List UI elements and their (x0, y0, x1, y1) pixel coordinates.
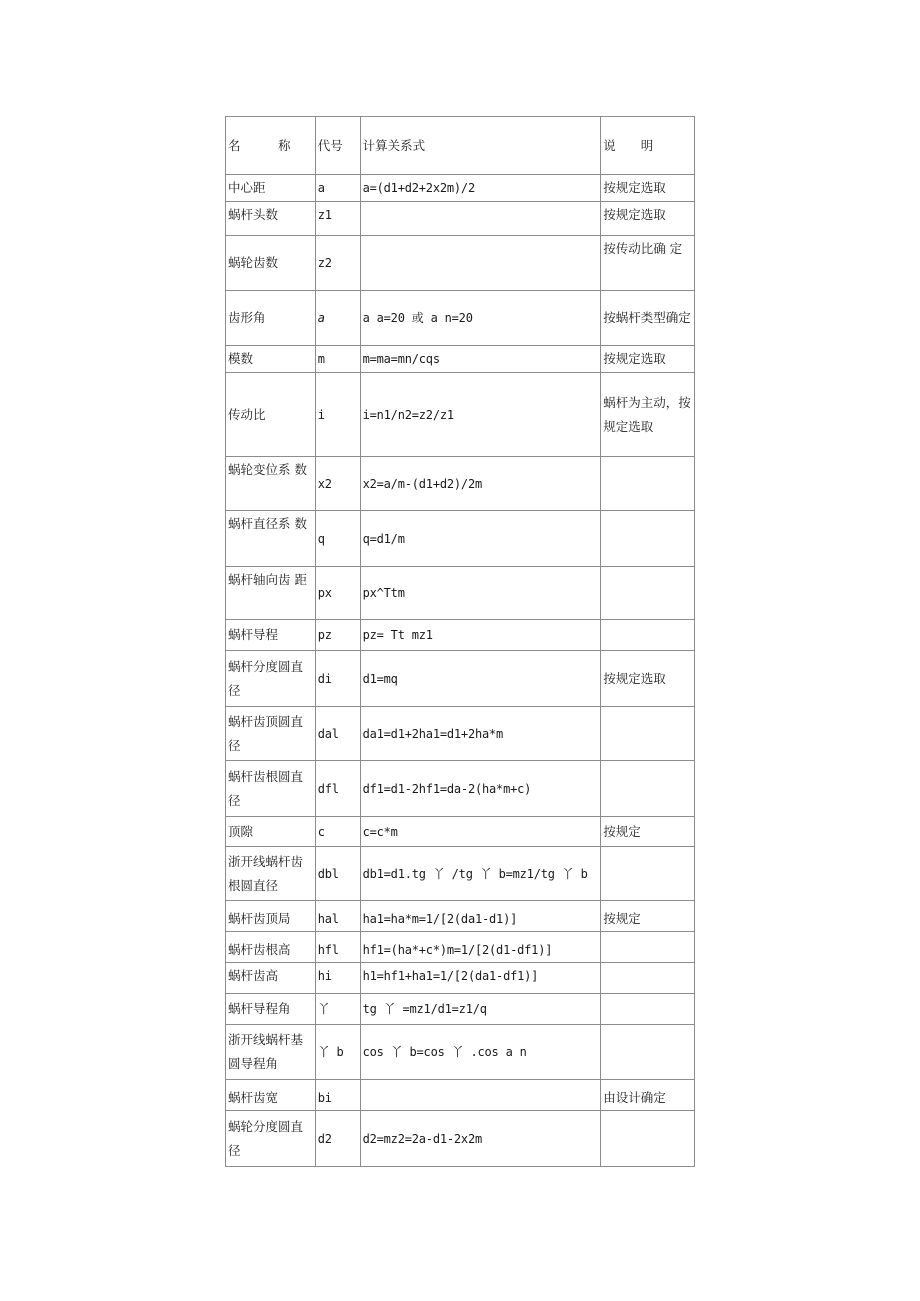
table-row (226, 291, 695, 346)
table-row (226, 932, 695, 963)
param-note (601, 620, 695, 651)
param-code: m (315, 346, 360, 373)
header-note: 说 明 (601, 117, 695, 175)
param-code: 丫 b (315, 1025, 360, 1080)
param-note: 按规定选取 (601, 651, 695, 707)
param-name: 模数 (226, 346, 316, 373)
param-formula: df1=d1-2hf1=da-2(ha*m+c) (360, 761, 601, 817)
param-note (601, 457, 695, 511)
param-formula: a a=20 或 a n=20 (360, 291, 601, 346)
param-note: 按规定选取 (601, 346, 695, 373)
table-row (226, 346, 695, 373)
param-name: 浙开线蜗杆基圆导程角 (226, 1025, 316, 1080)
table-header-row (226, 117, 695, 175)
param-note: 按传动比确 定 (601, 236, 695, 291)
table-row (226, 651, 695, 707)
param-note (601, 847, 695, 901)
table-row (226, 901, 695, 932)
table-row (226, 620, 695, 651)
param-code: dal (315, 707, 360, 761)
param-formula: q=d1/m (360, 511, 601, 567)
param-formula (360, 1080, 601, 1111)
param-name: 蜗杆直径系 数 (226, 511, 316, 567)
param-note: 按规定选取 (601, 202, 695, 236)
param-code: x2 (315, 457, 360, 511)
table-row (226, 817, 695, 847)
table-row (226, 1080, 695, 1111)
param-name: 中心距 (226, 175, 316, 202)
param-code: q (315, 511, 360, 567)
param-formula: hf1=(ha*+c*)m=1/[2(d1-df1)] (360, 932, 601, 963)
param-name: 蜗杆齿根圆直径 (226, 761, 316, 817)
param-note: 按规定 (601, 901, 695, 932)
param-name: 蜗轮齿数 (226, 236, 316, 291)
param-name: 蜗杆轴向齿 距 (226, 567, 316, 620)
worm-gear-parameter-table (225, 116, 695, 1167)
param-name: 蜗杆导程角 (226, 994, 316, 1025)
param-formula: h1=hf1+ha1=1/[2(da1-df1)] (360, 963, 601, 994)
param-formula: cos 丫 b=cos 丫 .cos a n (360, 1025, 601, 1080)
param-formula: i=n1/n2=z2/z1 (360, 373, 601, 457)
param-name: 蜗杆齿顶局 (226, 901, 316, 932)
param-code: dfl (315, 761, 360, 817)
param-note: 蜗杆为主动，按规定选取 (601, 373, 695, 457)
param-name: 蜗杆齿宽 (226, 1080, 316, 1111)
param-formula: m=ma=mn/cqs (360, 346, 601, 373)
param-note: 由设计确定 (601, 1080, 695, 1111)
param-note (601, 994, 695, 1025)
param-code: px (315, 567, 360, 620)
param-name: 蜗轮变位系 数 (226, 457, 316, 511)
table-row (226, 761, 695, 817)
param-name: 蜗杆分度圆直径 (226, 651, 316, 707)
param-code: d2 (315, 1111, 360, 1167)
param-note (601, 932, 695, 963)
table-row (226, 175, 695, 202)
param-name: 顶隙 (226, 817, 316, 847)
param-formula: px^Ttm (360, 567, 601, 620)
header-code: 代号 (315, 117, 360, 175)
table-row (226, 457, 695, 511)
param-code: z2 (315, 236, 360, 291)
param-name: 传动比 (226, 373, 316, 457)
param-code: dbl (315, 847, 360, 901)
table-row (226, 1111, 695, 1167)
param-code: 丫 (315, 994, 360, 1025)
table-row (226, 963, 695, 994)
param-formula: a=(d1+d2+2x2m)/2 (360, 175, 601, 202)
param-name: 蜗杆齿根高 (226, 932, 316, 963)
param-formula: tg 丫 =mz1/d1=z1/q (360, 994, 601, 1025)
param-code: hfl (315, 932, 360, 963)
param-code: i (315, 373, 360, 457)
table-row (226, 202, 695, 236)
param-code: bi (315, 1080, 360, 1111)
param-note (601, 707, 695, 761)
param-name: 蜗轮分度圆直径 (226, 1111, 316, 1167)
param-note (601, 963, 695, 994)
param-code: z1 (315, 202, 360, 236)
header-name: 名 称 (226, 117, 316, 175)
param-formula: d1=mq (360, 651, 601, 707)
param-formula (360, 202, 601, 236)
param-name: 蜗杆头数 (226, 202, 316, 236)
table-row (226, 994, 695, 1025)
param-note (601, 761, 695, 817)
param-code: hi (315, 963, 360, 994)
param-name: 蜗杆导程 (226, 620, 316, 651)
param-formula: db1=d1.tg 丫 /tg 丫 b=mz1/tg 丫 b (360, 847, 601, 901)
param-code: hal (315, 901, 360, 932)
param-name: 浙开线蜗杆齿根圆直径 (226, 847, 316, 901)
param-formula: da1=d1+2ha1=d1+2ha*m (360, 707, 601, 761)
param-note: 按规定选取 (601, 175, 695, 202)
param-formula: d2=mz2=2a-d1-2x2m (360, 1111, 601, 1167)
table-row (226, 707, 695, 761)
param-note (601, 567, 695, 620)
param-code: di (315, 651, 360, 707)
param-note: 按规定 (601, 817, 695, 847)
param-code: pz (315, 620, 360, 651)
param-name: 蜗杆齿高 (226, 963, 316, 994)
table-row (226, 567, 695, 620)
param-name: 齿形角 (226, 291, 316, 346)
table-row (226, 847, 695, 901)
table-row (226, 1025, 695, 1080)
param-formula: pz= Tt mz1 (360, 620, 601, 651)
param-note (601, 1025, 695, 1080)
table-row (226, 373, 695, 457)
param-formula: x2=a/m-(d1+d2)/2m (360, 457, 601, 511)
param-note: 按蜗杆类型确定 (601, 291, 695, 346)
param-code: a (315, 175, 360, 202)
param-formula (360, 236, 601, 291)
param-note (601, 511, 695, 567)
param-formula: c=c*m (360, 817, 601, 847)
param-code: a (315, 291, 360, 346)
table-row (226, 236, 695, 291)
header-formula: 计算关系式 (360, 117, 601, 175)
param-code: c (315, 817, 360, 847)
table-row (226, 511, 695, 567)
param-formula: ha1=ha*m=1/[2(da1-d1)] (360, 901, 601, 932)
param-note (601, 1111, 695, 1167)
param-name: 蜗杆齿顶圆直径 (226, 707, 316, 761)
